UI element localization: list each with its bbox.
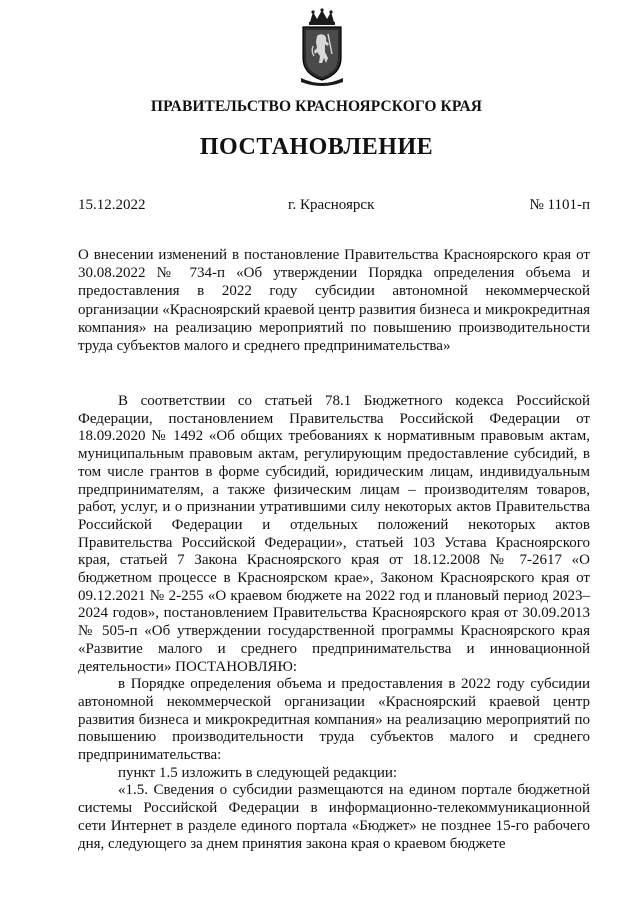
document-date: 15.12.2022 (78, 197, 146, 213)
document-body (78, 393, 590, 853)
body-paragraph: в Порядке определения объема и предоставления в 2022 году субсидии автономной некоммерческой организации «Красноярский краевой центр развития бизнеса и микрокредитная компания» на реализацию мероприятий по повышению производительности труда субъектов малого и среднего предпринимательства: (78, 676, 590, 764)
body-paragraph: В соответствии со статьей 78.1 Бюджетного кодекса Российской Федерации, постановлением Правительства Российской Федерации от 18.09.2020 № 1492 «Об общих требованиях к нормативным правовым актам, муниципальным правовым актам, регулирующим предоставление субсидий, в том числе грантов в форме субсидий, юридическим лицам, индивидуальным предпринимателям, а также физическим лицам – производителям товаров, работ, услуг, и о признании утратившими силу некоторых актов Правительства Российской Федерации и отдельных положений некоторых актов Правительства Российской Федерации», статьей 103 Устава Красноярского края, статьей 7 Закона Красноярского края от 18.12.2008 № 7-2617 «О бюджетном процессе в Красноярском крае», Законом Красноярского края от 09.12.2021 № 2-255 «О краевом бюджете на 2022 год и плановый период 2023–2024 годов», постановлением Правительства Красноярского края от 30.09.2013 № 505-п «Об утверждении государственной программы Красноярского края «Развитие малого и среднего предпринимательства и инновационной деятельности» ПОСТАНОВЛЯЮ: (78, 393, 590, 675)
document-subject: О внесении изменений в постановление Правительства Красноярского края от 30.08.2022 № 734-п «Об утверждении Порядка определения объема и предоставления в 2022 году субсидии автономной некоммерческой организации «Красноярский краевой центр развития бизнеса и микрокредитная компания» на реализацию мероприятий по повышению производительности труда субъектов малого и среднего предпринимательства» (78, 247, 590, 355)
krasnoyarsk-coat-of-arms-icon (297, 8, 347, 86)
document-meta-row (78, 197, 590, 217)
document-number: № 1101-п (529, 197, 590, 213)
body-paragraph: пункт 1.5 изложить в следующей редакции: (118, 764, 398, 781)
document-type: ПОСТАНОВЛЕНИЕ (199, 134, 434, 160)
body-paragraph: «1.5. Сведения о субсидии размещаются на едином портале бюджетной системы Российской Федерации в информационно-телекоммуникационной сети Интернет в разделе единого портала «Бюджет» не позднее 15-го рабочего дня, следующего за днем принятия закона края о краевом бюджете (78, 782, 590, 852)
government-title: ПРАВИТЕЛЬСТВО КРАСНОЯРСКОГО КРАЯ (150, 98, 483, 115)
document-city: г. Красноярск (288, 197, 375, 213)
